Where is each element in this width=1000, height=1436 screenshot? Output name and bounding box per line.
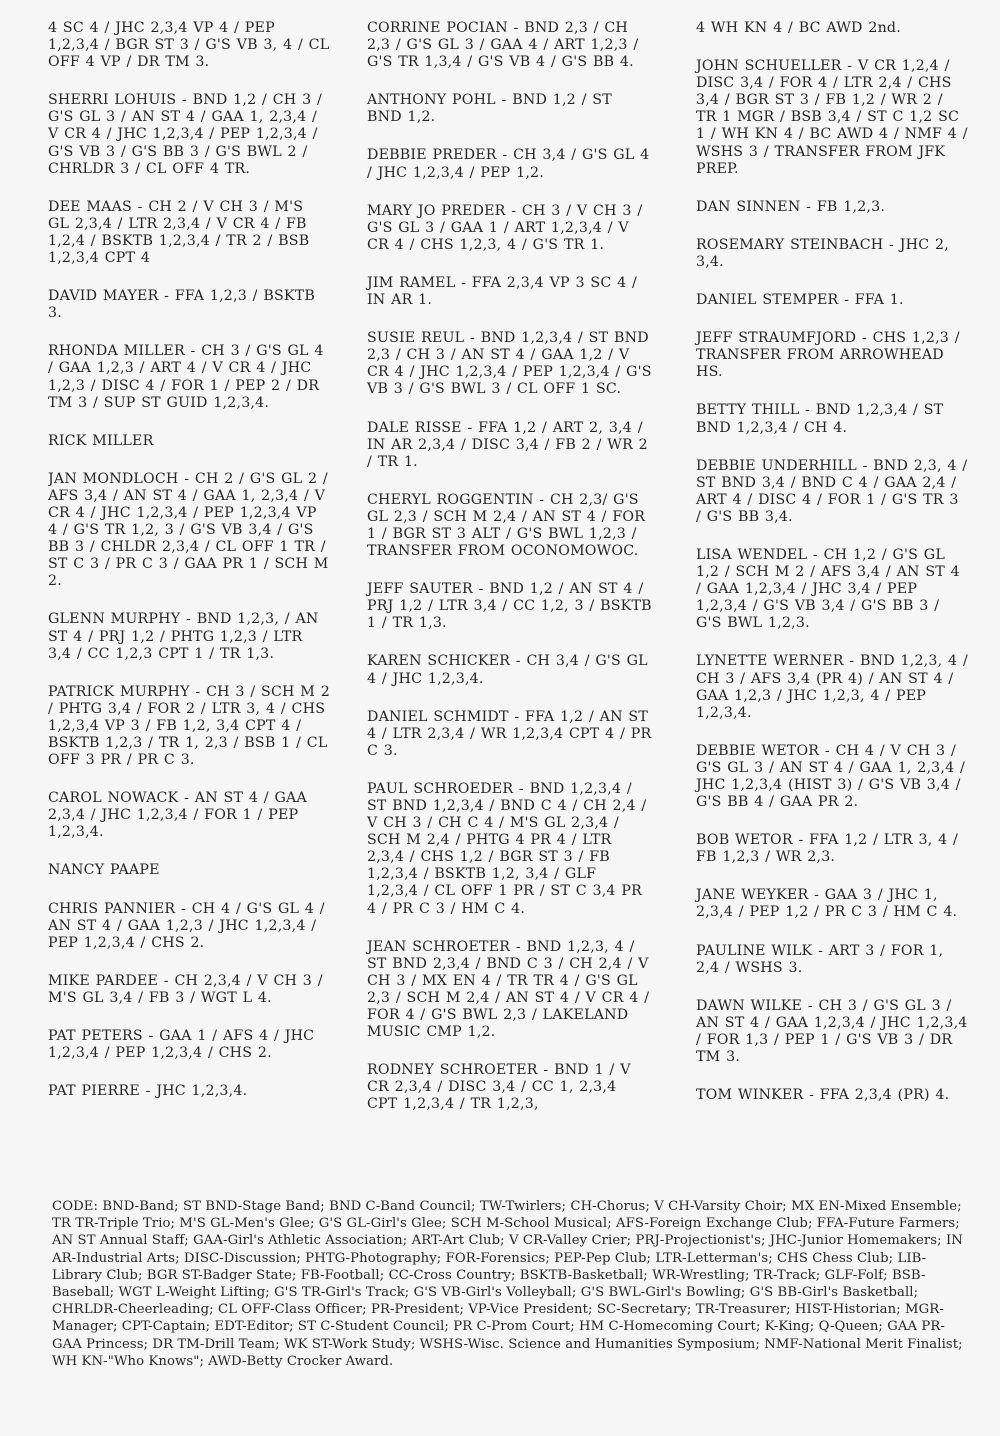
- senior-entry: JANE WEYKER - GAA 3 / JHC 1, 2,3,4 / PEP 1,2 / PR C 3 / HM C 4.: [696, 887, 958, 921]
- senior-entry: DAVID MAYER - FFA 1,2,3 / BSKTB 3.: [48, 288, 316, 322]
- senior-entry: RHONDA MILLER - CH 3 / G'S GL 4 / GAA 1,2,3 / ART 4 / V CR 4 / JHC 1,2,3 / DISC 4 / FOR 1 / PEP 2 / DR TM 3 / SUP ST GUID 1,2,3,4.: [48, 343, 324, 411]
- senior-entry: JEFF STRAUMFJORD - CHS 1,2,3 / TRANSFER FROM ARROWHEAD HS.: [696, 330, 960, 381]
- senior-entry: LISA WENDEL - CH 1,2 / G'S GL 1,2 / SCH M 2 / AFS 3,4 / AN ST 4 / GAA 1,2,3,4 / JHC 3,4 / PEP 1,2,3,4 / G'S VB 3,4 / G'S BB 3 / G'S BWL 1,2,3.: [696, 546, 960, 632]
- senior-entry: ROSEMARY STEINBACH - JHC 2, 3,4.: [696, 236, 949, 270]
- senior-entry: DALE RISSE - FFA 1,2 / ART 2, 3,4 / IN AR 2,3,4 / DISC 3,4 / FB 2 / WR 2 / TR 1.: [367, 419, 648, 470]
- senior-entry: TOM WINKER - FFA 2,3,4 (PR) 4.: [696, 1087, 950, 1104]
- senior-entry: RODNEY SCHROETER - BND 1 / V CR 2,3,4 / DISC 3,4 / CC 1, 2,3,4 CPT 1,2,3,4 / TR 1,2,3,: [367, 1062, 631, 1113]
- senior-entry: CHERYL ROGGENTIN - CH 2,3/ G'S GL 2,3 / SCH M 2,4 / AN ST 4 / FOR 1 / BGR ST 3 ALT / G'S BWL 1,2,3 / TRANSFER FROM OCONOMOWOC.: [367, 491, 646, 560]
- senior-entry: DEBBIE WETOR - CH 4 / V CH 3 / G'S GL 3 / AN ST 4 / GAA 1, 2,3,4 / JHC 1,2,3,4 (HIST 3) / G'S VB 3,4 / G'S BB 4 / GAA PR 2.: [696, 742, 966, 811]
- senior-entry: PAT PETERS - GAA 1 / AFS 4 / JHC 1,2,3,4 / PEP 1,2,3,4 / CHS 2.: [48, 1028, 315, 1062]
- senior-entry: DAN SINNEN - FB 1,2,3.: [696, 198, 886, 215]
- senior-entry: JEAN SCHROETER - BND 1,2,3, 4 / ST BND 2,3,4 / BND C 3 / CH 2,4 / V CH 3 / MX EN 4 / TR TR 4 / G'S GL 2,3 / SCH M 2,4 / AN ST 4 / V CR 4 / FOR 4 / G'S BWL 2,3 / LAKELAND MUSIC CMP 1,2.: [367, 938, 650, 1041]
- senior-entry: RICK MILLER: [48, 432, 154, 449]
- senior-entry: KAREN SCHICKER - CH 3,4 / G'S GL 4 / JHC 1,2,3,4.: [367, 653, 648, 687]
- senior-entry: JEFF SAUTER - BND 1,2 / AN ST 4 / PRJ 1,2 / LTR 3,4 / CC 1,2, 3 / BSKTB 1 / TR 1,3.: [367, 581, 652, 632]
- senior-entry: PAUL SCHROEDER - BND 1,2,3,4 / ST BND 1,2,3,4 / BND C 4 / CH 2,4 / V CH 3 / CH C 4 / M'S GL 2,3,4 / SCH M 2,4 / PHTG 4 PR 4 / LTR 2,3,4 / CHS 1,2 / BGR ST 3 / FB 1,2,3,4 / BSKTB 1,2, 3,4 / GLF 1,2,3,4 / CL OFF 1 PR / ST C 3,4 PR 4 / PR C 3 / HM C 4.: [367, 780, 647, 917]
- senior-entry: DEBBIE PREDER - CH 3,4 / G'S GL 4 / JHC 1,2,3,4 / PEP 1,2.: [367, 147, 650, 181]
- senior-entry: NANCY PAAPE: [48, 862, 160, 879]
- senior-entry: BOB WETOR - FFA 1,2 / LTR 3, 4 / FB 1,2,3 / WR 2,3.: [696, 832, 959, 866]
- senior-entry: DANIEL SCHMIDT - FFA 1,2 / AN ST 4 / LTR 2,3,4 / WR 1,2,3,4 CPT 4 / PR C 3.: [367, 708, 652, 759]
- senior-entry: MIKE PARDEE - CH 2,3,4 / V CH 3 / M'S GL 3,4 / FB 3 / WGT L 4.: [48, 972, 323, 1006]
- column-2: [367, 20, 652, 1135]
- senior-entry: PATRICK MURPHY - CH 3 / SCH M 2 / PHTG 3,4 / FOR 2 / LTR 3, 4 / CHS 1,2,3,4 VP 3 / FB 1,2, 3,4 CPT 4 / BSKTB 1,2,3 / TR 1, 2,3 / BSB 1 / CL OFF 3 PR / PR C 3.: [48, 683, 330, 769]
- senior-entry: PAT PIERRE - JHC 1,2,3,4.: [48, 1083, 248, 1100]
- senior-entry: PAULINE WILK - ART 3 / FOR 1, 2,4 / WSHS 3.: [696, 942, 944, 976]
- senior-entry: BETTY THILL - BND 1,2,3,4 / ST BND 1,2,3,4 / CH 4.: [696, 402, 944, 436]
- column-3: [696, 20, 968, 1125]
- senior-activities-columns: [48, 20, 968, 1192]
- activity-code-legend: CODE: BND-Band; ST BND-Stage Band; BND C-Band Council; TW-Twirlers; CH-Chorus; V CH-Varsity Choir; MX EN-Mixed Ensemble; TR TR-Triple Trio; M'S GL-Men's Glee; G'S GL-Girl's Glee; SCH M-School Musical; AFS-Foreign Exchange Club; FFA-Future Farmers; AN ST Annual Staff; GAA-Girl's Athletic Association; ART-Art Club; V CR-Valley Crier; PRJ-Projectionist's; JHC-Junior Homemakers; IN AR-Industrial Arts; DISC-Discussion; PHTG-Photography; FOR-Forensics; PEP-Pep Club; LTR-Letterman's; CHS Chess Club; LIB-Library Club; BGR ST-Badger State; FB-Football; CC-Cross Country; BSKTB-Basketball; WR-Wrestling; TR-Track; GLF-Folf; BSB-Baseball; WGT L-Weight Lifting; G'S TR-Girl's Track; G'S VB-Girl's Volleyball; G'S BWL-Girl's Bowling; G'S BB-Girl's Basketball; CHRLDR-Cheerleading; CL OFF-Class Officer; PR-President; VP-Vice President; SC-Secretary; TR-Treasurer; HIST-Historian; MGR-Manager; CPT-Captain; EDT-Editor; ST C-Student Council; PR C-Prom Court; HM C-Homecoming Court; K-King; Q-Queen; GAA PR-GAA Princess; DR TM-Drill Team; WK ST-Work Study; WSHS-Wisc. Science and Humanities Symposium; NMF-National Merit Finalist; WH KN-"Who Knows"; AWD-Betty Crocker Award.: [52, 1199, 963, 1369]
- senior-entry: DEBBIE UNDERHILL - BND 2,3, 4 / ST BND 3,4 / BND C 4 / GAA 2,4 / ART 4 / DISC 4 / FOR 1 / G'S TR 3 / G'S BB 3,4.: [696, 457, 968, 525]
- senior-entry: JAN MONDLOCH - CH 2 / G'S GL 2 / AFS 3,4 / AN ST 4 / GAA 1, 2,3,4 / V CR 4 / JHC 1,2,3,4 / PEP 1,2,3,4 VP 4 / G'S TR 1,2, 3 / G'S VB 3,4 / G'S BB 3 / CHLDR 2,3,4 / CL OFF 1 TR / ST C 3 / PR C 3 / GAA PR 1 / SCH M 2.: [48, 470, 329, 590]
- senior-entry: SUSIE REUL - BND 1,2,3,4 / ST BND 2,3 / CH 3 / AN ST 4 / GAA 1,2 / V CR 4 / JHC 1,2,3,4 / PEP 1,2,3,4 / G'S VB 3 / G'S BWL 3 / CL OFF 1 SC.: [367, 330, 652, 398]
- senior-entry: CAROL NOWACK - AN ST 4 / GAA 2,3,4 / JHC 1,2,3,4 / FOR 1 / PEP 1,2,3,4.: [48, 790, 307, 841]
- senior-entry: JIM RAMEL - FFA 2,3,4 VP 3 SC 4 / IN AR 1.: [367, 274, 638, 309]
- senior-entry: GLENN MURPHY - BND 1,2,3, / AN ST 4 / PRJ 1,2 / PHTG 1,2,3 / LTR 3,4 / CC 1,2,3 CPT 1 / TR 1,3.: [48, 611, 319, 662]
- senior-entry: DAWN WILKE - CH 3 / G'S GL 3 / AN ST 4 / GAA 1,2,3,4 / JHC 1,2,3,4 / FOR 1,3 / PEP 1 / G'S VB 3 / DR TM 3.: [696, 997, 968, 1066]
- column-1: [48, 20, 330, 1121]
- senior-entry: CORRINE POCIAN - BND 2,3 / CH 2,3 / G'S GL 3 / GAA 4 / ART 1,2,3 / G'S TR 1,3,4 / G'S VB 4 / G'S BB 4.: [367, 20, 639, 71]
- senior-entry: MARY JO PREDER - CH 3 / V CH 3 / G'S GL 3 / GAA 1 / ART 1,2,3,4 / V CR 4 / CHS 1,2,3, 4 / G'S TR 1.: [367, 202, 643, 253]
- senior-entry: LYNETTE WERNER - BND 1,2,3, 4 / CH 3 / AFS 3,4 (PR 4) / AN ST 4 / GAA 1,2,3 / JHC 1,2,3, 4 / PEP 1,2,3,4.: [696, 653, 968, 721]
- senior-entry: 4 WH KN 4 / BC AWD 2nd.: [696, 20, 901, 36]
- senior-entry: SHERRI LOHUIS - BND 1,2 / CH 3 / G'S GL 3 / AN ST 4 / GAA 1, 2,3,4 / V CR 4 / JHC 1,2,3,4 / PEP 1,2,3,4 / G'S VB 3 / G'S BB 3 / G'S BWL 2 / CHRLDR 3 / CL OFF 4 TR.: [48, 92, 322, 177]
- senior-entry: JOHN SCHUELLER - V CR 1,2,4 / DISC 3,4 / FOR 4 / LTR 2,4 / CHS 3,4 / BGR ST 3 / FB 1,2 / WR 2 / TR 1 MGR / BSB 3,4 / ST C 1,2 SC 1 / WH KN 4 / BC AWD 4 / NMF 4 / WSHS 3 / TRANSFER FROM JFK PREP.: [696, 58, 968, 177]
- senior-entry: DANIEL STEMPER - FFA 1.: [696, 292, 904, 309]
- senior-entry: 4 SC 4 / JHC 2,3,4 VP 4 / PEP 1,2,3,4 / BGR ST 3 / G'S VB 3, 4 / CL OFF 4 VP / DR TM 3.: [48, 20, 330, 71]
- senior-entry: ANTHONY POHL - BND 1,2 / ST BND 1,2.: [367, 92, 612, 126]
- senior-entry: CHRIS PANNIER - CH 4 / G'S GL 4 / AN ST 4 / GAA 1,2,3 / JHC 1,2,3,4 / PEP 1,2,3,4 / CHS 2.: [48, 900, 325, 951]
- senior-entry: DEE MAAS - CH 2 / V CH 3 / M'S GL 2,3,4 / LTR 2,3,4 / V CR 4 / FB 1,2,4 / BSKTB 1,2,3,4 / TR 2 / BSB 1,2,3,4 CPT 4: [48, 198, 310, 267]
